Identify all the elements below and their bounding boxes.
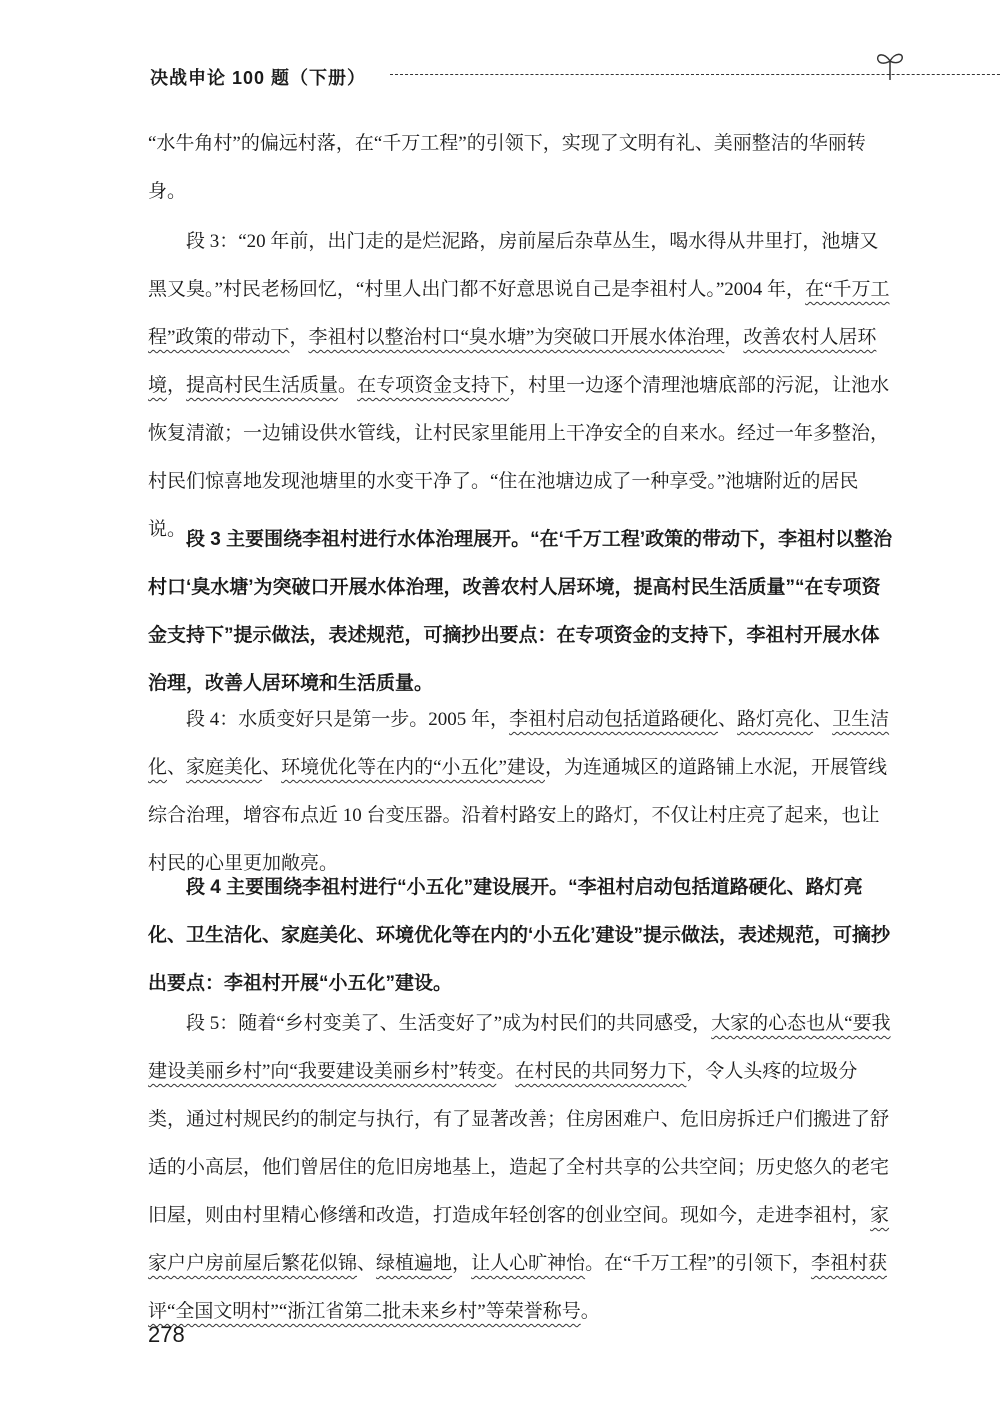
underlined-keypoint: 家庭美化 <box>186 757 263 778</box>
underlined-keypoint: 让人心旷神怡 <box>471 1253 586 1274</box>
underlined-keypoint: 路灯亮化 <box>737 709 814 730</box>
text-run: 。 <box>496 1061 516 1082</box>
underlined-keypoint: 在村民的共同努力下 <box>515 1061 687 1082</box>
text-run: 。 <box>338 375 358 396</box>
underlined-keypoint: 在专项资金支持下 <box>357 375 510 396</box>
paragraph-analysis-3 <box>148 516 894 708</box>
text-run: 段 3：“20 年前，出门走的是烂泥路，房前屋后杂草丛生，喝水得从井里打，池塘又黑又臭。”村民老杨回忆，“村里人出门都不好意思说自己是李祖村人。”2004 年， <box>148 231 879 300</box>
text-run: ，令人头疼的垃圾分类，通过村规民约的制定与执行，有了显著改善；住房困难户、危旧房拆迁户们搬进了舒适的小高层，他们曾居住的危旧房地基上，造起了全村共享的公共空间；历史悠久的老宅旧屋，则由村里精心修缮和改造，打造成年轻创客的创业空间。现如今，走进李祖村， <box>148 1061 890 1226</box>
text-run: ，村里一边逐个清理池塘底部的污泥，让池水恢复清澈；一边铺设供水管线，让村民家里能用上干净安全的自来水。经过一年多整治，村民们惊喜地发现池塘里的水变干净了。“住在池塘边成了一种享受。”池塘附近的居民说。 <box>148 375 890 540</box>
running-header <box>150 56 910 96</box>
text-run: 、 <box>718 709 738 730</box>
text-run: “水牛角村”的偏远村落，在“千万工程”的引领下，实现了文明有礼、美丽整洁的华丽转身。 <box>148 133 866 202</box>
text-run: 段 3 主要围绕李祖村进行水体治理展开。“在‘千万工程’政策的带动下，李祖村以整治村口‘臭水塘’为突破口开展水体治理，改善农村人居环境，提高村民生活质量”“在专项资金支持下”提示做法，表述规范，可摘抄出要点：在专项资金的支持下，李祖村开展水体治理，改善人居环境和生活质量。 <box>148 529 893 694</box>
underlined-keypoint: 在“千万工程”政策的带动下 <box>148 279 890 348</box>
text-run: 。 <box>580 1301 600 1322</box>
text-run: ， <box>289 327 309 348</box>
book-title: 决战申论 100 题（下册） <box>150 68 367 88</box>
text-run: ，为连通城区的道路铺上水泥，开展管线综合治理，增容布点近 10 台变压器。沿着村路安上的路灯，不仅让村庄亮了起来，也让村民的心里更加敞亮。 <box>148 757 887 874</box>
underlined-keypoint: 环境优化等在内的“小五化”建设 <box>281 757 545 778</box>
paragraph-segment-4 <box>148 696 894 888</box>
text-run: 段 4：水质变好只是第一步。2005 年， <box>186 709 510 730</box>
underlined-keypoint: 大家的心态也从“要我建设美丽乡村”向“我要建设美丽乡村”转变 <box>148 1013 891 1082</box>
underlined-keypoint: 李祖村以整治村口“臭水塘”为突破口开展水体治理 <box>308 327 725 348</box>
underlined-keypoint: 李祖村启动包括道路硬化 <box>509 709 719 730</box>
paragraph-analysis-4 <box>148 864 894 1008</box>
text-run: 。在“千万工程”的引领下， <box>585 1253 811 1274</box>
paragraph-segment-5 <box>148 1000 894 1336</box>
paragraph-intro-continuation <box>148 120 894 216</box>
underlined-keypoint: 提高村民生活质量 <box>186 375 339 396</box>
text-run: ， <box>452 1253 472 1274</box>
text-run: 、 <box>167 757 187 778</box>
text-run: 、 <box>357 1253 377 1274</box>
underlined-keypoint: 改善农村人居环境 <box>148 327 877 396</box>
paragraph-segment-3 <box>148 218 894 554</box>
text-run: 段 4 主要围绕李祖村进行“小五化”建设展开。“李祖村启动包括道路硬化、路灯亮化、卫生洁化、家庭美化、环境优化等在内的‘小五化’建设”提示做法，表述规范，可摘抄出要点：李祖村开展“小五化”建设。 <box>148 877 891 994</box>
underlined-keypoint: 家家户户房前屋后繁花似锦 <box>148 1205 890 1274</box>
page-number: 278 <box>148 1322 185 1347</box>
sprout-icon <box>870 44 910 84</box>
text-run: 、 <box>262 757 282 778</box>
text-run: ， <box>724 327 744 348</box>
text-run: ， <box>167 375 187 396</box>
underlined-keypoint: 绿植遍地 <box>376 1253 453 1274</box>
underlined-keypoint: 卫生洁化 <box>148 709 890 778</box>
text-run: 段 5：随着“乡村变美了、生活变好了”成为村民们的共同感受， <box>186 1013 712 1034</box>
text-run: 、 <box>813 709 833 730</box>
underlined-keypoint: 李祖村获评“全国文明村”“浙江省第二批未来乡村”等荣誉称号 <box>148 1253 887 1322</box>
